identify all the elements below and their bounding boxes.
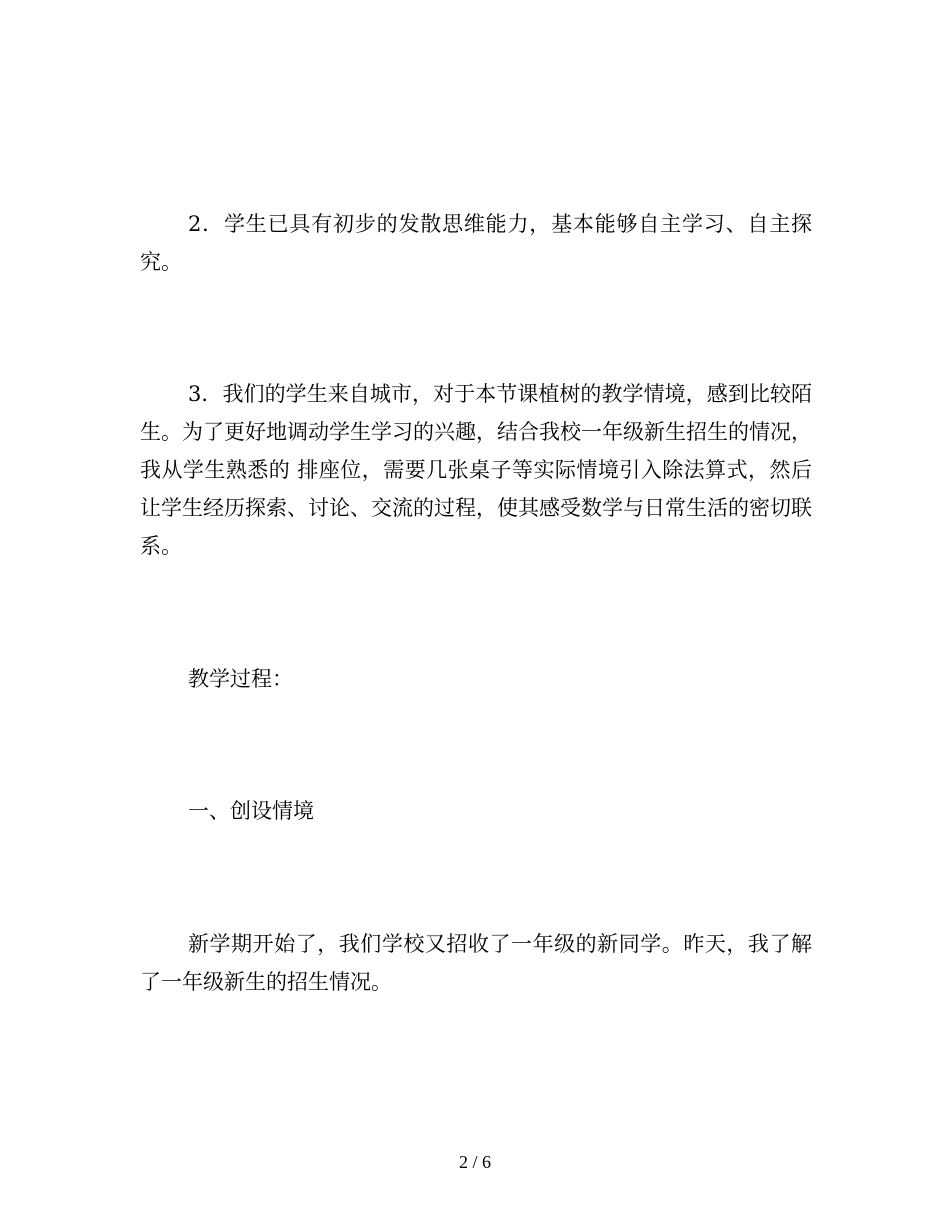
heading-create-situation: 一、创设情境 [188, 799, 314, 823]
paragraph-divergent-thinking: 2．学生已具有初步的发散思维能力，基本能够自主学习、自主探究。 [140, 212, 812, 274]
page-number: 2 / 6 [458, 1152, 491, 1172]
paragraph-teaching-context: 3．我们的学生来自城市，对于本节课植树的教学情境，感到比较陌生。为了更好地调动学生学习的兴趣，结合我校一年级新生招生的情况，我从学生熟悉的 排座位，需要几张桌子等实际情境引入除法算式，然后让学生经历探索、讨论、交流的过程，使其感受数学与日常生活的密切联系。 [140, 382, 812, 558]
heading-teaching-process: 教学过程： [188, 667, 293, 691]
paragraph-new-semester: 新学期开始了，我们学校又招收了一年级的新同学。昨天，我了解了一年级新生的招生情况。 [140, 932, 812, 994]
